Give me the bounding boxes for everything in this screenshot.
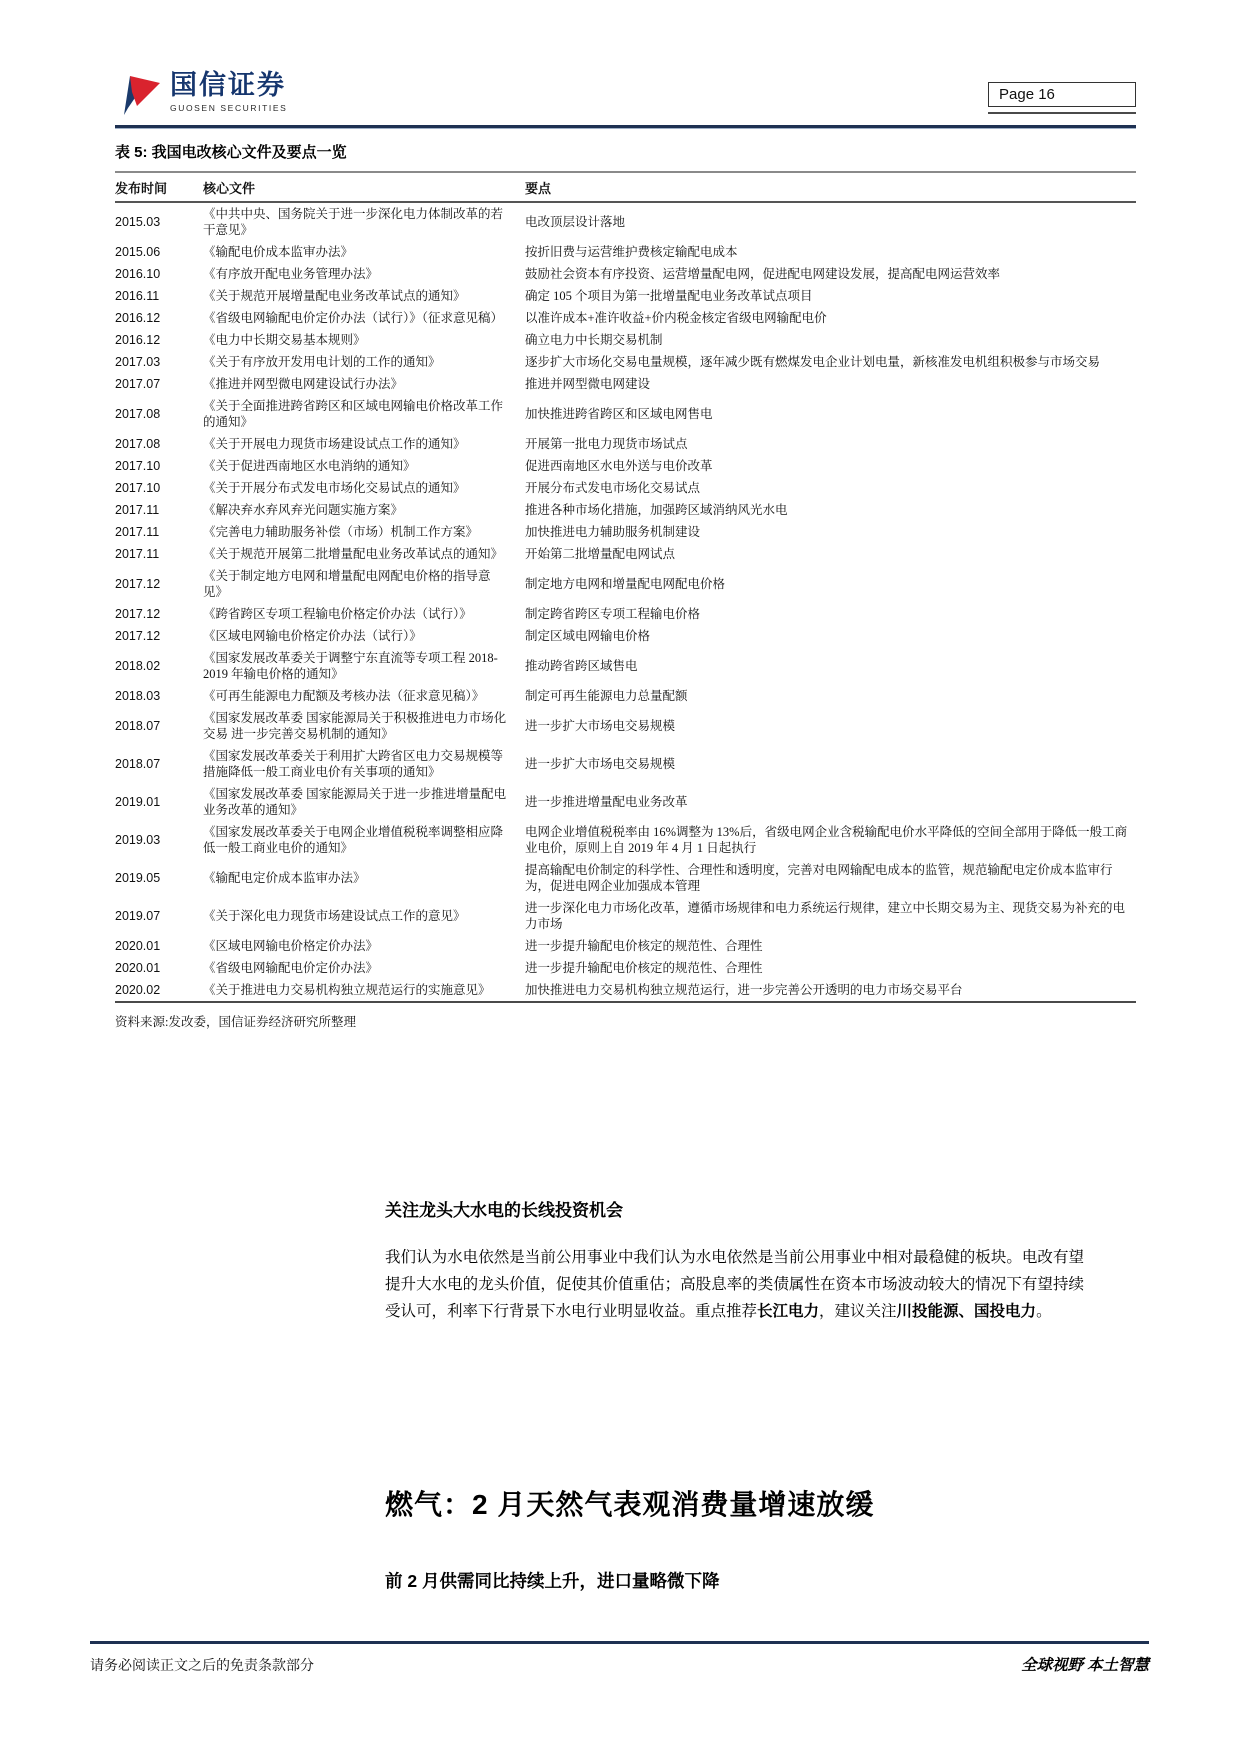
row-point: 鼓励社会资本有序投资、运营增量配电网，促进配电网建设发展，提高配电网运营效率 [525,267,1001,281]
row-point: 加快推进电力交易机构独立规范运行，进一步完善公开透明的电力市场交易平台 [525,983,963,997]
row-point: 开始第二批增量配电网试点 [525,547,676,561]
row-date: 2017.11 [115,503,160,517]
row-point: 推进各种市场化措施，加强跨区域消纳风光水电 [525,503,788,517]
column-header-date: 发布时间 [115,172,203,202]
hydro-paragraph: 我们认为水电依然是当前公用事业中我们认为水电依然是当前公用事业中相对最稳健的板块。电改有望提升大水电的龙头价值，促使其价值重估；高股息率的类债属性在资本市场波动较大的情况下有望持续受认可，利率下行背景下水电行业明显收益。重点推荐长江电力，建议关注川投能源、国投电力。 [385,1249,1084,1320]
table-row [115,957,1136,979]
row-point: 开展分布式发电市场化交易试点 [525,481,701,495]
row-point: 确立电力中长期交易机制 [525,333,663,347]
row-doc: 《跨省跨区专项工程输电价格定价办法（试行）》 [203,607,472,621]
row-doc: 《关于促进西南地区水电消纳的通知》 [203,459,416,473]
table-row [115,979,1136,1002]
row-date: 2017.07 [115,377,161,391]
row-date: 2016.10 [115,267,161,281]
table-row [115,202,1136,241]
row-date: 2017.12 [115,607,161,621]
table-row [115,351,1136,373]
page-footer [90,1641,1149,1675]
table-row [115,707,1136,745]
table-header-row [115,172,1136,202]
row-date: 2016.12 [115,333,161,347]
row-point: 逐步扩大市场化交易电量规模，逐年减少既有燃煤发电企业计划电量，新核准发电机组积极参与市场交易 [525,355,1101,369]
table-row [115,783,1136,821]
stock-watchlist: 川投能源、国投电力 [896,1303,1037,1320]
row-date: 2018.02 [115,659,161,673]
row-date: 2017.10 [115,459,161,473]
row-point: 进一步扩大市场电交易规模 [525,757,676,771]
hydro-section [385,1196,1084,1325]
row-doc: 《关于推进电力交易机构独立规范运行的实施意见》 [203,983,491,997]
hydro-heading: 关注龙头大水电的长线投资机会 [385,1201,623,1220]
disclaimer-note: 请务必阅读正文之后的免责条款部分 [90,1659,314,1674]
column-header-point: 要点 [525,172,1136,202]
page-number-box: Page 16 [988,82,1136,107]
gas-section [385,1483,1085,1593]
row-doc: 《国家发展改革委关于利用扩大跨省区电力交易规模等措施降低一般工商业电价有关事项的通知》 [203,749,504,779]
table-row [115,455,1136,477]
table-row [115,565,1136,603]
table-row [115,433,1136,455]
row-point: 推动跨省跨区域售电 [525,659,638,673]
table-row [115,373,1136,395]
table-source: 资料来源:发改委，国信证券经济研究所整理 [115,1015,356,1029]
table-row [115,499,1136,521]
row-date: 2019.01 [115,795,161,809]
row-point: 电改顶层设计落地 [525,215,626,229]
row-date: 2017.11 [115,547,160,561]
row-doc: 《输配电价成本监审办法》 [203,245,354,259]
slogan: 全球视野 本土智慧 [1021,1657,1149,1674]
row-doc: 《关于规范开展增量配电业务改革试点的通知》 [203,289,466,303]
row-doc: 《关于开展电力现货市场建设试点工作的通知》 [203,437,466,451]
row-date: 2018.07 [115,757,161,771]
row-doc: 《推进并网型微电网建设试行办法》 [203,377,404,391]
row-date: 2018.03 [115,689,161,703]
row-date: 2019.03 [115,833,161,847]
row-date: 2017.10 [115,481,161,495]
table-row [115,285,1136,307]
row-doc: 《完善电力辅助服务补偿（市场）机制工作方案》 [203,525,479,539]
row-date: 2020.01 [115,939,161,953]
brand-name-cn: 国信证券 [170,70,286,100]
row-point: 按折旧费与运营维护费核定输配电成本 [525,245,738,259]
row-point: 以准许成本+准许收益+价内税金核定省级电网输配电价 [525,311,827,325]
table-row [115,603,1136,625]
row-date: 2017.08 [115,437,161,451]
gas-heading: 燃气：2 月天然气表观消费量增速放缓 [385,1489,875,1520]
table-row [115,329,1136,351]
table-row [115,625,1136,647]
row-doc: 《电力中长期交易基本规则》 [203,333,366,347]
row-doc: 《关于有序放开发用电计划的工作的通知》 [203,355,441,369]
row-point: 制定可再生能源电力总量配额 [525,689,688,703]
row-doc: 《国家发展改革委 国家能源局关于积极推进电力市场化交易 进一步完善交易机制的通知》 [203,711,507,741]
row-point: 进一步提升输配电价核定的规范性、合理性 [525,961,763,975]
row-doc: 《关于深化电力现货市场建设试点工作的意见》 [203,909,466,923]
brand-name-en: GUOSEN SECURITIES [170,103,288,113]
row-point: 制定区域电网输电价格 [525,629,651,643]
brand [115,70,287,123]
row-date: 2019.07 [115,909,161,923]
row-date: 2017.08 [115,407,161,421]
table-title: 表 5: 我国电改核心文件及要点一览 [115,144,347,161]
row-date: 2020.02 [115,983,161,997]
page-header [115,70,1136,123]
row-date: 2017.03 [115,355,161,369]
row-date: 2015.06 [115,245,161,259]
row-point: 进一步推进增量配电业务改革 [525,795,688,809]
row-doc: 《国家发展改革委关于调整宁东直流等专项工程 2018-2019 年输电价格的通知》 [203,651,498,681]
row-doc: 《有序放开配电业务管理办法》 [203,267,379,281]
page-number-underline [988,112,1136,114]
row-doc: 《国家发展改革委关于电网企业增值税税率调整相应降低一般工商业电价的通知》 [203,825,504,855]
row-doc: 《中共中央、国务院关于进一步深化电力体制改革的若干意见》 [203,207,504,237]
row-doc: 《输配电定价成本监审办法》 [203,871,366,885]
row-point: 推进并网型微电网建设 [525,377,651,391]
table-row [115,307,1136,329]
row-doc: 《省级电网输配电价定价办法》 [203,961,379,975]
row-point: 电网企业增值税税率由 16%调整为 13%后，省级电网企业含税输配电价水平降低的空间全部用于降低一般工商业电价，原则上自 2019 年 4 月 1 日起执行 [525,825,1128,855]
table-row [115,263,1136,285]
table-row [115,859,1136,897]
row-point: 开展第一批电力现货市场试点 [525,437,688,451]
table-row [115,745,1136,783]
header-divider [115,125,1136,129]
row-doc: 《可再生能源电力配额及考核办法（征求意见稿）》 [203,689,485,703]
table-row [115,935,1136,957]
table-row [115,897,1136,935]
row-date: 2020.01 [115,961,161,975]
row-date: 2017.12 [115,577,161,591]
table-row [115,521,1136,543]
row-doc: 《国家发展改革委 国家能源局关于进一步推进增量配电业务改革的通知》 [203,787,507,817]
table-row [115,821,1136,859]
row-point: 加快推进跨省跨区和区域电网售电 [525,407,713,421]
row-point: 制定地方电网和增量配电网配电价格 [525,577,726,591]
row-point: 确定 105 个项目为第一批增量配电业务改革试点项目 [525,289,813,303]
row-date: 2019.05 [115,871,161,885]
row-point: 加快推进电力辅助服务机制建设 [525,525,701,539]
table-row [115,241,1136,263]
row-date: 2017.11 [115,525,160,539]
row-doc: 《省级电网输配电价定价办法（试行）》（征求意见稿） [203,311,504,325]
row-date: 2018.07 [115,719,161,733]
column-header-doc: 核心文件 [203,172,525,202]
row-doc: 《关于制定地方电网和增量配电网配电价格的指导意见》 [203,569,491,599]
footer-divider [90,1641,1149,1644]
row-point: 制定跨省跨区专项工程输电价格 [525,607,701,621]
gas-subheading: 前 2 月供需同比持续上升，进口量略微下降 [385,1571,720,1591]
guosen-logo-icon [115,70,163,123]
table-row [115,543,1136,565]
row-doc: 《区域电网输电价格定价办法》 [203,939,379,953]
table-row [115,395,1136,433]
row-point: 提高输配电价制定的科学性、合理性和透明度，完善对电网输配电成本的监管，规范输配电定价成本监审行为，促进电网企业加强成本管理 [525,863,1113,893]
row-point: 进一步深化电力市场化改革，遵循市场规律和电力系统运行规律，建立中长期交易为主、现货交易为补充的电力市场 [525,901,1126,931]
table-row [115,647,1136,685]
stock-changjiang-power: 长江电力 [757,1303,820,1320]
row-doc: 《关于规范开展第二批增量配电业务改革试点的通知》 [203,547,504,561]
table-body [115,202,1136,1002]
row-point: 促进西南地区水电外送与电价改革 [525,459,713,473]
row-doc: 《关于全面推进跨省跨区和区域电网输电价格改革工作的通知》 [203,399,504,429]
row-doc: 《关于开展分布式发电市场化交易试点的通知》 [203,481,466,495]
row-doc: 《区域电网输电价格定价办法（试行）》 [203,629,422,643]
policy-table [115,171,1136,1003]
table-row [115,477,1136,499]
row-date: 2016.12 [115,311,161,325]
row-doc: 《解决弃水弃风弃光问题实施方案》 [203,503,404,517]
row-point: 进一步提升输配电价核定的规范性、合理性 [525,939,763,953]
row-date: 2015.03 [115,215,161,229]
row-date: 2017.12 [115,629,161,643]
policy-table-section [115,141,1136,1030]
row-point: 进一步扩大市场电交易规模 [525,719,676,733]
table-row [115,685,1136,707]
row-date: 2016.11 [115,289,160,303]
